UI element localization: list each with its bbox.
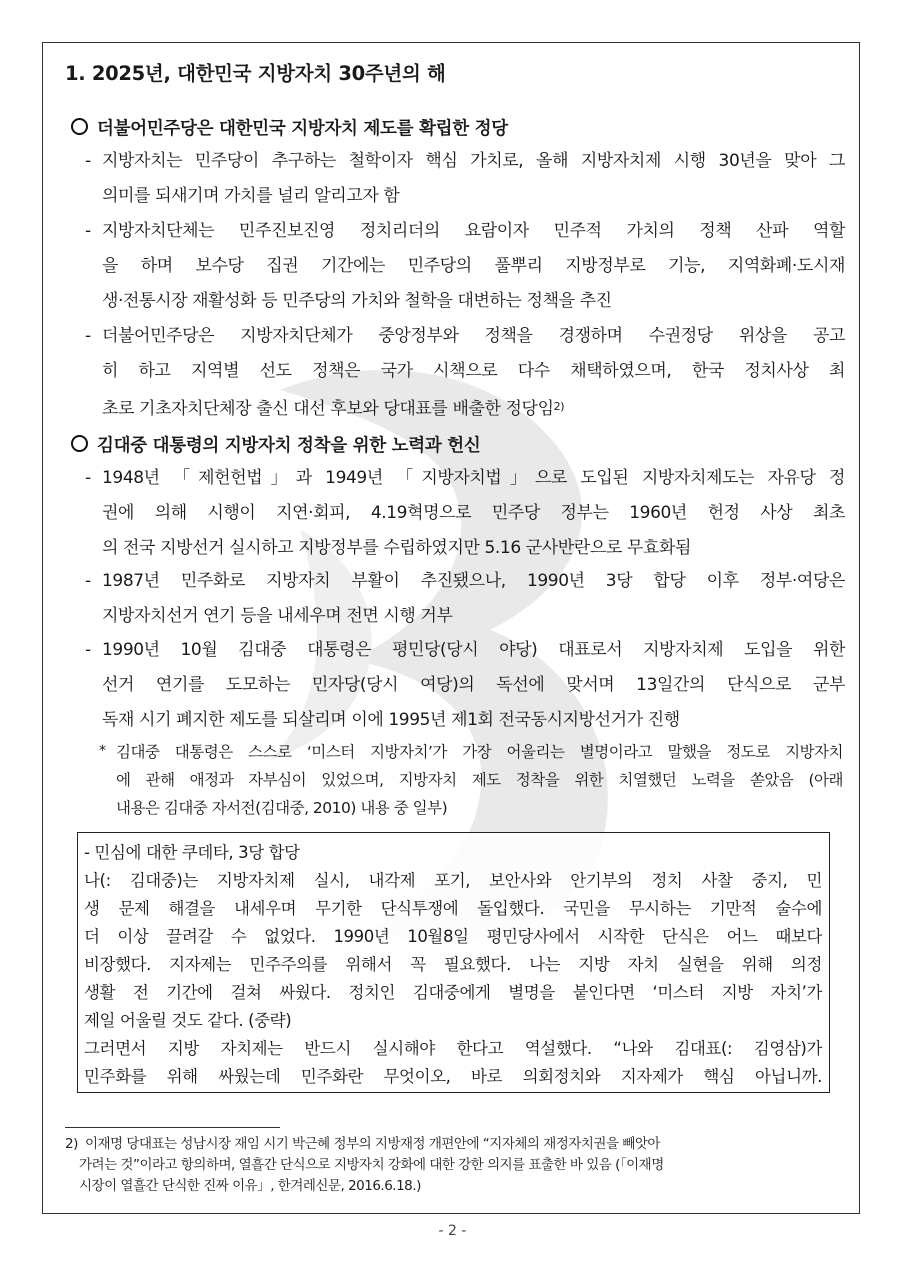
text-line: 히 하고 지역별 선도 정책은 국가 시책으로 다수 채택하였으며, 한국 정치사상 최 xyxy=(102,361,845,381)
text-line: 1948년 「제헌헌법」과 1949년 「지방자치법」으로 도입된 지방자치제도는 자유당 정 xyxy=(102,468,845,488)
section1-item-1 xyxy=(85,144,845,214)
text-line: 지방자치선거 연기 등을 내세우며 전면 시행 거부 xyxy=(102,606,453,626)
dash-marker: - xyxy=(85,221,91,241)
text-line: 의 전국 지방선거 실시하고 지방정부를 수립하였지만 5.16 군사반란으로 무효화됨 xyxy=(102,538,691,558)
text-line: 독재 시기 폐지한 제도를 되살리며 이에 1995년 제1회 전국동시지방선거가 진행 xyxy=(102,710,680,730)
dash-marker: - xyxy=(85,468,91,488)
note-line: 에 관해 애정과 자부심이 있었으며, 지방자치 제도 정착을 위한 치열했던 노력을 쏟았음 (아래 xyxy=(116,771,843,789)
text-line: 생·전통시장 재활성화 등 민주당의 가치와 철학을 대변하는 정책을 추진 xyxy=(102,291,612,311)
section2-title xyxy=(71,432,480,457)
footnote-line: 이재명 당대표는 성남시장 재임 시기 박근혜 정부의 지방재정 개편안에 “지자체의 재정자치권을 빼앗아 xyxy=(85,1136,660,1152)
text-line: 권에 의해 시행이 지연·회피, 4.19혁명으로 민주당 정부는 1960년 헌정 사상 최초 xyxy=(102,503,845,523)
text-line: 지방자치단체는 민주진보진영 정치리더의 요람이자 민주적 가치의 정책 산파 역할 xyxy=(102,221,845,241)
footnote xyxy=(65,1134,835,1197)
footnote-divider xyxy=(65,1127,280,1128)
text-line: 더불어민주당은 지방자치단체가 중앙정부와 정책을 경쟁하며 수권정당 위상을 공고 xyxy=(102,326,845,346)
dash-marker: - xyxy=(85,151,91,171)
section1-title xyxy=(71,115,508,140)
section2-item-3 xyxy=(85,633,845,738)
page-heading: 1. 2025년, 대한민국 지방자치 30주년의 해 xyxy=(65,62,446,85)
text-line: 지방자치는 민주당이 추구하는 철학이자 핵심 가치로, 올해 지방자치제 시행 30년을 맞아 그 xyxy=(102,151,845,171)
note-line: 김대중 대통령은 스스로 ‘미스터 지방자치’가 가장 어울리는 별명이라고 말했을 정도로 지방자치 xyxy=(116,743,843,761)
section2-title-text: 김대중 대통령의 지방자치 정착을 위한 노력과 헌신 xyxy=(97,436,481,456)
dash-marker: - xyxy=(85,640,91,660)
quote-line: 생 문제 해결을 내세우며 무기한 단식투쟁에 돌입했다. 국민을 무시하는 기만적 술수에 xyxy=(84,899,822,918)
quote-box xyxy=(77,832,830,1093)
footnote-number: 2) xyxy=(65,1136,78,1152)
text-line xyxy=(85,389,845,427)
section1-item-3 xyxy=(85,319,845,427)
quote-line: - 민심에 대한 쿠데타, 3당 합당 xyxy=(84,843,300,862)
text-line: 선거 연기를 도모하는 민자당(당시 여당)의 독선에 맞서며 13일간의 단식으로 군부 xyxy=(102,675,845,695)
quote-line: 더 이상 끌려갈 수 없었다. 1990년 10월8일 평민당사에서 시작한 단식은 어느 때보다 xyxy=(84,927,822,946)
circle-bullet-icon xyxy=(71,118,88,135)
quote-line: 생활 전 기간에 걸쳐 싸웠다. 정치인 김대중에게 별명을 붙인다면 ‘미스터 지방 자치’가 xyxy=(84,983,822,1002)
section2-note xyxy=(99,738,843,822)
section1-title-text: 더불어민주당은 대한민국 지방자치 제도를 확립한 정당 xyxy=(97,119,508,139)
text-line: 의미를 되새기며 가치를 널리 알리고자 함 xyxy=(102,186,400,206)
quote-line: 민주화를 위해 싸웠는데 민주화란 무엇이오, 바로 의회정치와 지자제가 핵심 아닙니까. xyxy=(84,1067,822,1086)
section1-item-2 xyxy=(85,214,845,319)
footnote-line: 가려는 것”이라고 항의하며, 열흘간 단식으로 지방자치 강화에 대한 강한 의지를 표출한 바 있음 (「이재명 xyxy=(79,1157,664,1173)
quote-line: 그러면서 지방 자치제는 반드시 실시해야 한다고 역설했다. “나와 김대표(: 김영삼)가 xyxy=(84,1039,822,1058)
quote-line: 비장했다. 지자제는 민주주의를 위해서 꼭 필요했다. 나는 지방 자치 실현을 위해 의정 xyxy=(84,955,822,974)
asterisk-marker: * xyxy=(99,743,106,759)
dash-marker: - xyxy=(85,571,91,591)
quote-line: 나(: 김대중)는 지방자치제 실시, 내각제 포기, 보안사와 안기부의 정치 사찰 중지, 민 xyxy=(84,871,822,890)
dash-marker: - xyxy=(85,326,91,346)
circle-bullet-icon xyxy=(71,435,88,452)
page-number: - 2 - xyxy=(438,1223,467,1239)
text-line-content: 초로 기초자치단체장 출신 대선 후보와 당대표를 배출한 정당임 xyxy=(102,399,554,419)
section2-item-2 xyxy=(85,564,845,634)
quote-line: 제일 어울릴 것도 같다. (중략) xyxy=(84,1011,292,1030)
note-line: 내용은 김대중 자서전(김대중, 2010) 내용 중 일부) xyxy=(116,799,448,817)
text-line: 1987년 민주화로 지방자치 부활이 추진됐으나, 1990년 3당 합당 이후 정부·여당은 xyxy=(102,571,845,591)
section2-item-1 xyxy=(85,461,845,566)
footnote-ref: 2) xyxy=(553,400,565,413)
footnote-line: 시장이 열흘간 단식한 진짜 이유」, 한겨레신문, 2016.6.18.) xyxy=(79,1178,421,1194)
text-line: 을 하며 보수당 집권 기간에는 민주당의 풀뿌리 지방정부로 기능, 지역화폐·도시재 xyxy=(102,256,845,276)
text-line: 1990년 10월 김대중 대통령은 평민당(당시 야당) 대표로서 지방자치제 도입을 위한 xyxy=(102,640,845,660)
